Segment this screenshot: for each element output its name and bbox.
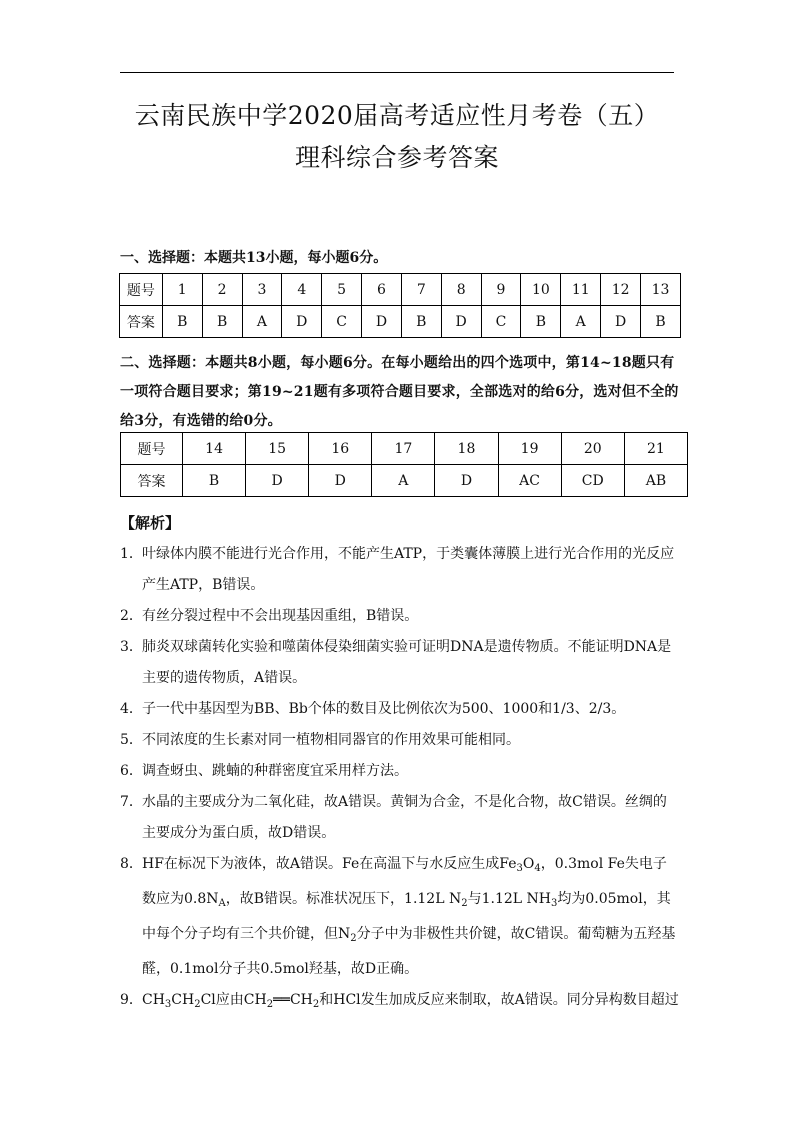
table-row-answers	[121, 465, 688, 497]
answer-table-2	[120, 432, 688, 497]
row-label: 答案	[121, 465, 183, 497]
answer-cell: B	[401, 306, 441, 338]
subscript: 2	[266, 999, 274, 1010]
subscript: 3	[164, 999, 172, 1010]
text-part: CH	[142, 992, 165, 1008]
question-number: 7	[401, 274, 441, 306]
item-number: 6．	[120, 763, 143, 779]
list-item	[120, 601, 680, 632]
row-label: 题号	[121, 433, 183, 465]
text-part: HF在标况下为液体，故A错误。Fe在高温下与水反应生成Fe	[142, 856, 517, 872]
list-item	[120, 632, 680, 694]
item-number: 2．	[120, 608, 143, 624]
section1-heading: 一、选择题：本题共13小题，每小题6分。	[120, 250, 388, 266]
table-row-numbers	[121, 433, 688, 465]
question-number: 9	[481, 274, 521, 306]
answer-cell: D	[309, 465, 372, 497]
answer-cell: B	[521, 306, 561, 338]
item-text	[142, 849, 680, 985]
text-part: 与1.12L NH	[467, 891, 551, 907]
question-number: 1	[162, 274, 202, 306]
section2-heading: 二、选择题：本题共8小题，每小题6分。在每小题给出的四个选项中，第14~18题只有一项符合题目要求；第19~21题有多项符合题目要求，全部选对的给6分，选对但不全的给3分，有选错的给0分。	[120, 355, 679, 429]
item-text	[142, 985, 680, 1020]
item-number: 4．	[120, 701, 143, 717]
item-number: 8．	[120, 856, 143, 872]
text-part: ══CH	[273, 992, 313, 1008]
answer-cell: D	[362, 306, 402, 338]
question-number: 21	[624, 433, 687, 465]
text-part: ，0.3mol Fe失电子数应为0.8N	[142, 856, 667, 907]
subscript: 2	[194, 999, 201, 1010]
item-number: 1．	[120, 546, 143, 562]
question-number: 13	[641, 274, 681, 306]
item-text: 调查蚜虫、跳蝻的种群密度宜采用样方法。	[142, 763, 408, 779]
question-number: 14	[183, 433, 246, 465]
subscript: 3	[550, 898, 558, 909]
table-row-answers	[120, 306, 681, 338]
subscript: 4	[534, 863, 541, 874]
list-item	[120, 725, 680, 756]
answer-cell: B	[202, 306, 242, 338]
table-row-numbers	[120, 274, 681, 306]
subscript: A	[218, 898, 226, 909]
text-part: CH	[171, 992, 195, 1008]
answer-cell: AB	[624, 465, 687, 497]
question-number: 6	[362, 274, 402, 306]
answer-cell: B	[183, 465, 246, 497]
answer-cell: D	[246, 465, 309, 497]
subscript: 2	[461, 898, 468, 909]
answer-table-1	[119, 273, 681, 338]
item-text: 水晶的主要成分为二氧化硅，故A错误。黄铜为合金，不是化合物，故C错误。丝绸的主要成分为蛋白质，故D错误。	[142, 794, 667, 841]
answer-cell: D	[601, 306, 641, 338]
page-title: 云南民族中学2020届高考适应性月考卷（五）	[134, 101, 660, 130]
answer-cell: AC	[498, 465, 561, 497]
question-number: 15	[246, 433, 309, 465]
question-number: 16	[309, 433, 372, 465]
text-part: 和HCl发生加成反应来制取，故A错误。同分异构数目超过	[319, 992, 679, 1008]
answer-cell: A	[372, 465, 435, 497]
item-text: 有丝分裂过程中不会出现基因重组，B错误。	[142, 608, 419, 624]
answer-cell: D	[282, 306, 322, 338]
subscript: 3	[516, 863, 523, 874]
page-subtitle: 理科综合参考答案	[294, 143, 499, 172]
analysis-heading: 【解析】	[120, 514, 181, 532]
answer-cell: CD	[561, 465, 624, 497]
text-part: 均为0.05mol，其中每个分子均有三个共价键，但N	[142, 891, 671, 942]
answer-cell: B	[641, 306, 681, 338]
subscript: 2	[312, 999, 320, 1010]
item-text: 肺炎双球菌转化实验和噬菌体侵染细菌实验可证明DNA是遗传物质。不能证明DNA是主要的遗传物质，A错误。	[142, 639, 672, 686]
question-number: 5	[322, 274, 362, 306]
answer-cell: B	[162, 306, 202, 338]
item-number: 9．	[120, 992, 143, 1008]
answer-cell: C	[481, 306, 521, 338]
item-number: 5．	[120, 732, 143, 748]
answer-cell: A	[561, 306, 601, 338]
text-part: O	[522, 856, 535, 872]
list-item	[120, 694, 680, 725]
question-number: 19	[498, 433, 561, 465]
answer-cell: A	[242, 306, 282, 338]
item-number: 3．	[120, 639, 143, 655]
subscript: 2	[350, 933, 357, 944]
list-item	[120, 849, 680, 985]
list-item	[120, 985, 680, 1020]
row-label: 答案	[120, 306, 163, 338]
item-number: 7．	[120, 794, 143, 810]
question-number: 20	[561, 433, 624, 465]
list-item	[120, 756, 680, 787]
question-number: 4	[282, 274, 322, 306]
item-text: 不同浓度的生长素对同一植物相同器官的作用效果可能相同。	[142, 732, 520, 748]
list-item	[120, 539, 680, 601]
question-number: 18	[435, 433, 498, 465]
question-number: 2	[202, 274, 242, 306]
question-number: 8	[441, 274, 481, 306]
question-number: 11	[561, 274, 601, 306]
item-text: 子一代中基因型为BB、Bb个体的数目及比例依次为500、1000和1/3、2/3。	[142, 701, 626, 717]
text-part: 分子中为非极性共价键，故C错误。葡萄糖为五羟基醛，0.1mol分子共0.5mol羟基，故D正确。	[142, 926, 676, 977]
answer-cell: D	[441, 306, 481, 338]
question-number: 10	[521, 274, 561, 306]
answer-cell: C	[322, 306, 362, 338]
question-number: 17	[372, 433, 435, 465]
question-number: 3	[242, 274, 282, 306]
text-part: Cl应由CH	[200, 992, 267, 1008]
answer-cell: D	[435, 465, 498, 497]
item-text: 叶绿体内膜不能进行光合作用，不能产生ATP，于类囊体薄膜上进行光合作用的光反应产生ATP，B错误。	[142, 546, 675, 593]
top-rule	[120, 72, 674, 73]
question-number: 12	[601, 274, 641, 306]
text-part: ，故B错误。标准状况压下，1.12L N	[225, 891, 462, 907]
analysis-list	[120, 539, 680, 1020]
row-label: 题号	[120, 274, 163, 306]
list-item	[120, 787, 680, 849]
